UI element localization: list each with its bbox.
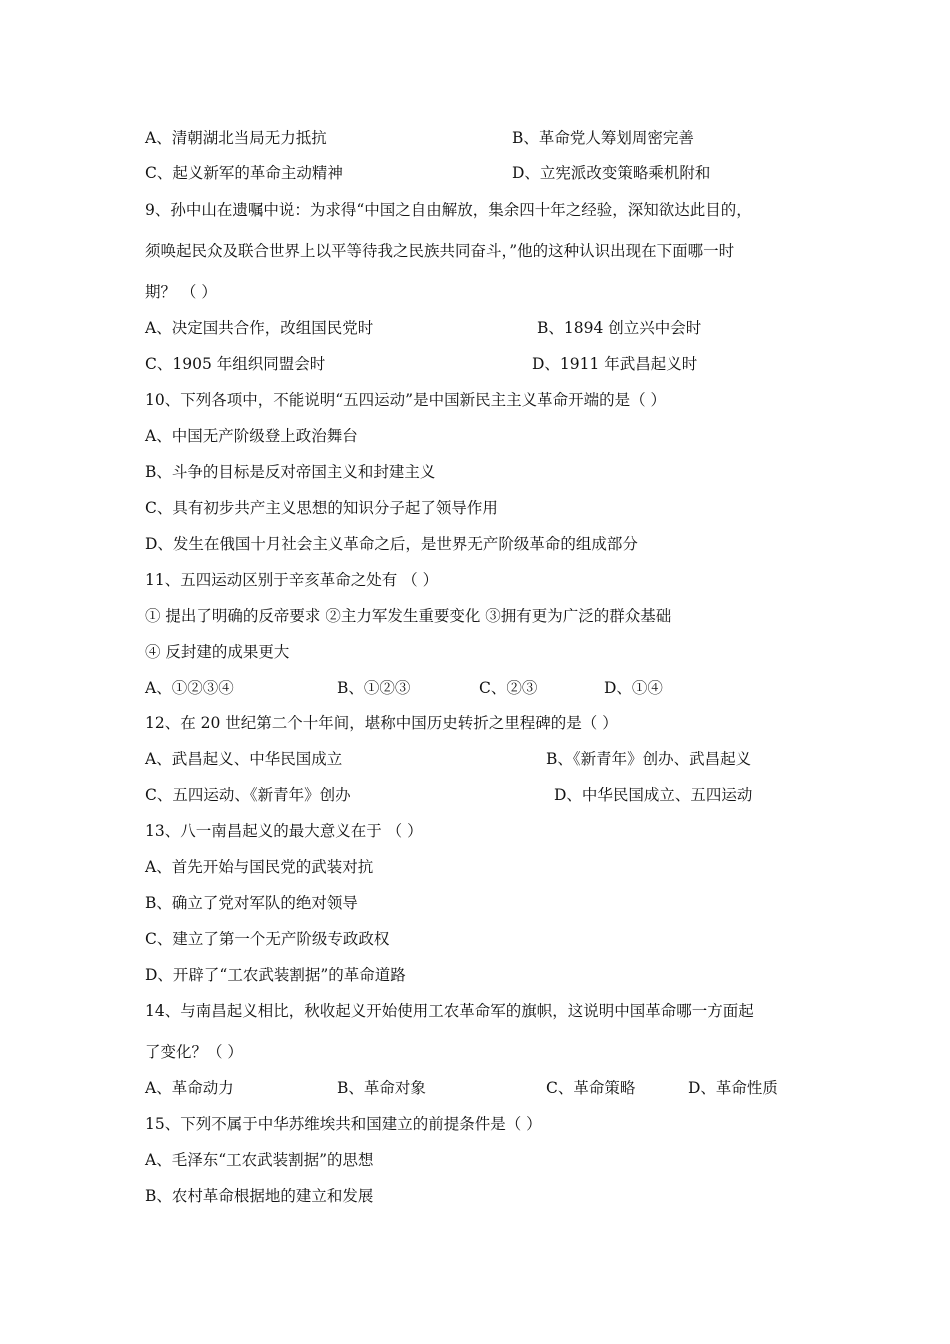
q14-option-c: C、革命策略 (546, 1079, 636, 1097)
q11-option-a: A、①②③④ (145, 679, 234, 697)
q9-stem-line-3: 期？ （ ） (145, 283, 217, 301)
q11-stem: 11、五四运动区别于辛亥革命之处有 （ ） (145, 571, 439, 589)
q14-option-b: B、革命对象 (337, 1079, 426, 1097)
q13-option-a: A、首先开始与国民党的武装对抗 (145, 858, 374, 876)
q9-stem-line-2: 须唤起民众及联合世界上以平等待我之民族共同奋斗，”他的这种认识出现在下面哪一时 (145, 242, 735, 260)
q9-stem-line-1: 9、孙中山在遗嘱中说：为求得“中国之自由解放，集余四十年之经验，深知欲达此目的， (145, 201, 752, 219)
q11-items-line-2: ④ 反封建的成果更大 (145, 643, 290, 661)
q10-option-a: A、中国无产阶级登上政治舞台 (145, 427, 358, 445)
q11-items-line-1: ① 提出了明确的反帝要求 ②主力军发生重要变化 ③拥有更为广泛的群众基础 (145, 607, 672, 625)
q10-option-b: B、斗争的目标是反对帝国主义和封建主义 (145, 463, 436, 481)
q8-option-b: B、革命党人筹划周密完善 (512, 129, 694, 147)
q9-option-a: A、决定国共合作，改组国民党时 (145, 319, 374, 337)
q9-option-b: B、1894 创立兴中会时 (537, 319, 702, 337)
q9-option-c: C、1905 年组织同盟会时 (145, 355, 326, 373)
q12-option-b: B、《新青年》创办、武昌起义 (546, 750, 752, 768)
q14-stem-line-1: 14、与南昌起义相比，秋收起义开始使用工农革命军的旗帜，这说明中国革命哪一方面起 (145, 1002, 754, 1020)
q10-option-c: C、具有初步共产主义思想的知识分子起了领导作用 (145, 499, 498, 517)
q11-option-c: C、②③ (479, 679, 538, 697)
q13-stem: 13、八一南昌起义的最大意义在于 （ ） (145, 822, 423, 840)
q15-option-b: B、农村革命根据地的建立和发展 (145, 1187, 374, 1205)
q9-option-d: D、1911 年武昌起义时 (532, 355, 698, 373)
q11-option-d: D、①④ (604, 679, 663, 697)
q8-option-a: A、清朝湖北当局无力抵抗 (145, 129, 327, 147)
q13-option-c: C、建立了第一个无产阶级专政政权 (145, 930, 390, 948)
q14-option-a: A、革命动力 (145, 1079, 234, 1097)
q10-option-d: D、发生在俄国十月社会主义革命之后，是世界无产阶级革命的组成部分 (145, 535, 638, 553)
q15-stem: 15、下列不属于中华苏维埃共和国建立的前提条件是（ ） (145, 1115, 542, 1133)
q12-option-c: C、五四运动、《新青年》创办 (145, 786, 351, 804)
q12-option-d: D、中华民国成立、五四运动 (554, 786, 753, 804)
q8-option-c: C、起义新军的革命主动精神 (145, 164, 343, 182)
q11-option-b: B、①②③ (337, 679, 411, 697)
q14-stem-line-2: 了变化？（ ） (145, 1043, 243, 1061)
q12-stem: 12、在 20 世纪第二个十年间，堪称中国历史转折之里程碑的是（ ） (145, 714, 618, 732)
q10-stem: 10、下列各项中，不能说明“五四运动”是中国新民主主义革命开端的是（ ） (145, 391, 667, 409)
q8-option-d: D、立宪派改变策略乘机附和 (512, 164, 711, 182)
q14-option-d: D、革命性质 (688, 1079, 778, 1097)
q15-option-a: A、毛泽东“工农武装割据”的思想 (145, 1151, 374, 1169)
q12-option-a: A、武昌起义、中华民国成立 (145, 750, 343, 768)
q13-option-b: B、确立了党对军队的绝对领导 (145, 894, 358, 912)
q13-option-d: D、开辟了“工农武装割据”的革命道路 (145, 966, 406, 984)
